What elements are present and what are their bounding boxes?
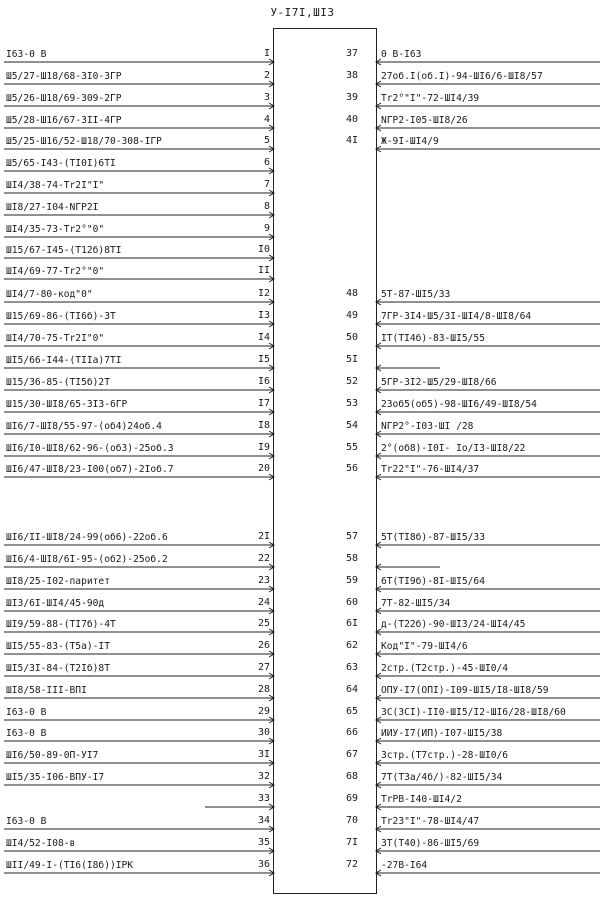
right-signal-label: 5Т-87-ШI5/33 [381, 289, 451, 300]
right-pin-number: 66 [346, 727, 359, 738]
right-pin-number: 60 [346, 597, 359, 608]
right-pin-number: 59 [346, 575, 359, 586]
left-pin-number: 24 [257, 597, 270, 608]
left-signal-label: Ш5/28-Ш16/67-3II-4ГР [6, 115, 122, 126]
left-pin-number: 6 [263, 157, 270, 168]
left-signal-label: ШI4/70-75-Тr2I"0" [6, 333, 105, 344]
left-pin-number: I9 [257, 442, 270, 453]
left-pin-number: 4 [263, 114, 270, 125]
left-pin-number: 29 [257, 706, 270, 717]
right-signal-label: Тr23"I"-78-ШI4/47 [381, 816, 480, 827]
right-signal-label: 23об5(об5)-98-ШI6/49-ШI8/54 [381, 399, 537, 410]
right-signal-label: -27В-I64 [381, 860, 428, 871]
left-pin-number: I7 [257, 398, 270, 409]
left-pin-number: 8 [263, 201, 270, 212]
left-signal-label: ШI4/52-I08-в [6, 838, 76, 849]
right-signal-label: 2стр.(Т2стр.)-45-ШI0/4 [381, 663, 509, 674]
right-pin-number: 37 [346, 48, 359, 59]
right-signal-label: Ж-9I-ШI4/9 [381, 136, 439, 147]
right-signal-label: 7ГР-3I4-Ш5/3I-ШI4/8-ШI8/64 [381, 311, 532, 322]
left-signal-label: ШI4/69-77-Тr2°"0" [6, 266, 105, 277]
left-pin-number: 30 [257, 727, 270, 738]
left-pin-number: 26 [257, 640, 270, 651]
right-pin-number: 4I [346, 135, 359, 146]
left-pin-number: I [263, 48, 270, 59]
right-signal-label: 27об.I(об.I)-94-ШI6/6-ШI8/57 [381, 71, 543, 82]
left-signal-label: ШI6/I0-ШI8/62-96-(об3)-25об.3 [6, 443, 174, 454]
right-signal-label: 3С(3СI)-II0-ШI5/I2-ШI6/28-ШI8/60 [381, 707, 566, 718]
left-signal-label: Ш15/30-ШI8/65-3I3-6ГР [6, 399, 128, 410]
left-signal-label: ШI8/27-I04-NГР2I [6, 202, 99, 213]
left-signal-label: ШI3/6I-ШI4/45-90д [6, 598, 105, 609]
left-pin-number: 27 [257, 662, 270, 673]
left-pin-number: I0 [257, 244, 270, 255]
left-signal-label: ШI5/66-I44-(ТIIа)7ТI [6, 355, 122, 366]
right-pin-number: 70 [346, 815, 359, 826]
right-signal-label: ТrРВ-I40-ШI4/2 [381, 794, 462, 805]
left-pin-number: 2I [257, 531, 270, 542]
right-signal-label: ОПУ-I7(ОПI)-I09-ШI5/I8-ШI8/59 [381, 685, 549, 696]
right-signal-label: Тr22"I"-76-ШI4/37 [381, 464, 480, 475]
left-signal-label: Ш5/26-Ш18/69-309-2ГР [6, 93, 122, 104]
left-signal-label: ШI6/7-ШI8/55-97-(об4)24об.4 [6, 421, 162, 432]
right-pin-number: 58 [346, 553, 359, 564]
left-signal-label: ШI4/7-80-код"0" [6, 289, 93, 300]
right-pin-number: 40 [346, 114, 359, 125]
right-signal-label: IТ(ТI4б)-83-ШI5/55 [381, 333, 485, 344]
left-pin-number: 36 [257, 859, 270, 870]
left-signal-label: Ш5/25-Ш16/52-Ш18/70-308-IГР [6, 136, 162, 147]
right-signal-label: 7Т-82-ШI5/34 [381, 598, 451, 609]
right-pin-number: 54 [346, 420, 359, 431]
left-signal-label: I63-0 В [6, 816, 47, 827]
left-signal-label: Ш5/65-I43-(ТI0I)6ТI [6, 158, 116, 169]
left-pin-number: I8 [257, 420, 270, 431]
right-pin-number: 63 [346, 662, 359, 673]
right-pin-number: 48 [346, 288, 359, 299]
left-signal-label: I63-0 В [6, 49, 47, 60]
left-pin-number: 20 [257, 463, 270, 474]
left-signal-label: Ш15/67-I45-(Т12б)8ТI [6, 245, 122, 256]
right-signal-label: 2°(об8)-I0I- Iо/I3-ШI8/22 [381, 443, 526, 454]
right-pin-number: 65 [346, 706, 359, 717]
right-pin-number: 64 [346, 684, 359, 695]
right-pin-number: 55 [346, 442, 359, 453]
left-signal-label: Ш5/27-Ш18/68-3I0-3ГР [6, 71, 122, 82]
left-signal-label: Ш15/36-85-(ТI5б)2Т [6, 377, 110, 388]
left-signal-label: I63-0 В [6, 728, 47, 739]
left-signal-label: ШI4/38-74-Тr2I"I" [6, 180, 105, 191]
left-signal-label: ШI5/55-83-(Т5а)-IТ [6, 641, 110, 652]
left-signal-label: Ш15/69-86-(ТI6б)-3Т [6, 311, 116, 322]
right-signal-label: 7Т(Т3а/4б/)-82-ШI5/34 [381, 772, 503, 783]
left-pin-number: 2 [263, 70, 270, 81]
left-pin-number: 3I [257, 749, 270, 760]
left-pin-number: I4 [257, 332, 270, 343]
right-pin-number: 53 [346, 398, 359, 409]
right-pin-number: 38 [346, 70, 359, 81]
right-pin-number: 72 [346, 859, 359, 870]
left-signal-label: ШI6/50-89-0П-УI7 [6, 750, 99, 761]
left-signal-label: ШI4/35-73-Тr2°"0" [6, 224, 105, 235]
left-pin-number: I5 [257, 354, 270, 365]
left-pin-number: 28 [257, 684, 270, 695]
right-pin-number: 62 [346, 640, 359, 651]
left-pin-number: I6 [257, 376, 270, 387]
right-signal-label: д-(Т22б)-90-ШI3/24-ШI4/45 [381, 619, 526, 630]
left-pin-number: 7 [263, 179, 270, 190]
left-pin-number: 35 [257, 837, 270, 848]
left-pin-number: 3 [263, 92, 270, 103]
right-pin-number: 7I [346, 837, 359, 848]
left-pin-number: II [257, 265, 270, 276]
left-pin-number: 33 [257, 793, 270, 804]
left-pin-number: I3 [257, 310, 270, 321]
left-signal-label: ШI5/35-I06-ВПУ-I7 [6, 772, 105, 783]
left-signal-label: ШII/49-I-(ТI6(I8б))IРК [6, 860, 134, 871]
right-signal-label: 6Т(ТI9б)-8I-ШI5/64 [381, 576, 485, 587]
right-signal-label: 5ГР-3I2-Ш5/29-ШI8/66 [381, 377, 497, 388]
right-pin-number: 56 [346, 463, 359, 474]
left-pin-number: 9 [263, 223, 270, 234]
left-signal-label: ШI8/25-I02-паритет [6, 576, 110, 587]
right-pin-number: 69 [346, 793, 359, 804]
left-signal-label: ШI6/II-ШI8/24-99(об6)-22об.6 [6, 532, 168, 543]
left-signal-label: ШI6/4-ШI8/6I-95-(об2)-25об.2 [6, 554, 168, 565]
left-signal-label: ШI5/3I-84-(Т2Iб)8Т [6, 663, 110, 674]
left-pin-number: 23 [257, 575, 270, 586]
right-pin-number: 68 [346, 771, 359, 782]
left-pin-number: 22 [257, 553, 270, 564]
left-signal-label: ШI9/59-88-(ТI7б)-4Т [6, 619, 116, 630]
right-signal-label: 3стр.(Т7стр.)-28-ШI0/6 [381, 750, 509, 761]
right-signal-label: 5Т(ТI8б)-87-ШI5/33 [381, 532, 485, 543]
right-pin-number: 57 [346, 531, 359, 542]
right-pin-number: 39 [346, 92, 359, 103]
left-pin-number: I2 [257, 288, 270, 299]
right-signal-label: NГР2°-I03-ШI /28 [381, 421, 474, 432]
right-pin-number: 67 [346, 749, 359, 760]
connector-title: У-I7I,ШI3 [270, 6, 335, 19]
left-pin-number: 34 [257, 815, 270, 826]
right-pin-number: 50 [346, 332, 359, 343]
right-signal-label: NГР2-I05-ШI8/26 [381, 115, 468, 126]
right-signal-label: 3Т(Т40)-86-ШI5/69 [381, 838, 480, 849]
right-signal-label: Тr2°"I"-72-ШI4/39 [381, 93, 480, 104]
right-signal-label: 0 В-I63 [381, 49, 422, 60]
right-pin-number: 6I [346, 618, 359, 629]
right-signal-label: Код"I"-79-ШI4/6 [381, 641, 468, 652]
left-pin-number: 32 [257, 771, 270, 782]
right-pin-number: 49 [346, 310, 359, 321]
left-pin-number: 25 [257, 618, 270, 629]
right-pin-number: 5I [346, 354, 359, 365]
left-pin-number: 5 [263, 135, 270, 146]
left-signal-label: ШI8/58-III-ВПI [6, 685, 87, 696]
right-pin-number: 52 [346, 376, 359, 387]
left-signal-label: ШI6/47-ШI8/23-I00(об7)-2Iоб.7 [6, 464, 174, 475]
right-signal-label: ИИУ-I7(ИП)-I07-ШI5/38 [381, 728, 503, 739]
left-signal-label: I63-0 В [6, 707, 47, 718]
